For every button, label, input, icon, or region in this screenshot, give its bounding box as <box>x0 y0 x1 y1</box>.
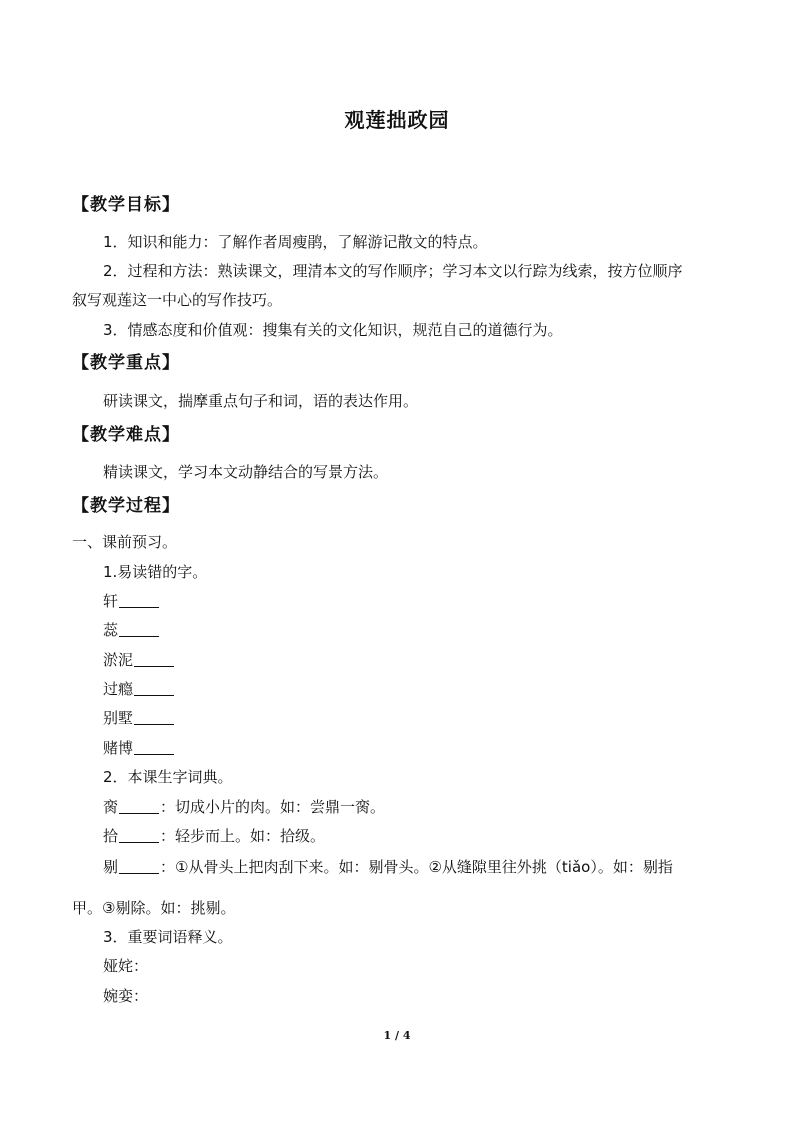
term-item: 婉娈： <box>103 987 149 1005</box>
fill-blank <box>119 827 159 843</box>
focus-heading: 【教学重点】 <box>72 353 180 373</box>
difficulty-text: 精读课文，学习本文动静结合的写景方法。 <box>103 463 389 481</box>
page-number: 1 / 4 <box>383 1029 411 1042</box>
goal-line: 1．知识和能力：了解作者周瘦鹃，了解游记散文的特点。 <box>103 233 488 251</box>
process-part-title: 一、课前预习。 <box>72 533 178 551</box>
fill-blank <box>119 621 159 637</box>
process-heading: 【教学过程】 <box>72 496 180 516</box>
word-text: 过瘾 <box>103 680 134 698</box>
fill-blank <box>119 858 159 874</box>
difficulty-heading: 【教学难点】 <box>72 425 180 445</box>
word-text: 淤泥 <box>103 651 134 669</box>
dict-char: 拾 <box>103 827 119 845</box>
focus-text: 研读课文，揣摩重点句子和词，语的表达作用。 <box>103 392 419 410</box>
word-item <box>103 707 175 728</box>
fill-blank <box>119 798 159 814</box>
dict-entry <box>103 856 673 877</box>
word-item <box>103 590 160 611</box>
dict-char: 剔 <box>103 858 119 876</box>
process-item-title: 2．本课生字词典。 <box>103 768 233 786</box>
goal-line: 2．过程和方法：熟读课文，理清本文的写作顺序；学习本文以行踪为线索，按方位顺序 <box>103 262 683 280</box>
fill-blank <box>134 680 174 696</box>
word-item <box>103 649 175 670</box>
fill-blank <box>134 651 174 667</box>
goal-line: 叙写观莲这一中心的写作技巧。 <box>72 291 283 309</box>
dict-definition: ：切成小片的肉。如：尝鼎一脔。 <box>160 798 386 816</box>
term-item: 娅姹： <box>103 957 149 975</box>
word-item <box>103 678 175 699</box>
goals-heading: 【教学目标】 <box>72 195 180 215</box>
word-text: 蕊 <box>103 621 119 639</box>
dict-definition: ：轻步而上。如：拾级。 <box>160 827 326 845</box>
dict-char: 脔 <box>103 798 119 816</box>
process-item-title: 1.易读错的字。 <box>103 563 208 581</box>
word-text: 别墅 <box>103 709 134 727</box>
word-text: 赌博 <box>103 739 134 757</box>
goal-line: 3．情感态度和价值观：搜集有关的文化知识，规范自己的道德行为。 <box>103 321 563 339</box>
word-text: 轩 <box>103 592 119 610</box>
process-item-title: 3．重要词语释义。 <box>103 928 233 946</box>
dict-entry <box>103 825 325 846</box>
word-item <box>103 737 175 758</box>
fill-blank <box>119 592 159 608</box>
dict-entry-continued: 甲。③剔除。如：挑剔。 <box>72 899 236 917</box>
page-title: 观莲拙政园 <box>344 108 450 132</box>
fill-blank <box>134 739 174 755</box>
dict-entry <box>103 796 385 817</box>
dict-definition: ：①从骨头上把肉刮下来。如：剔骨头。②从缝隙里往外挑（tiǎo）。如：剔指 <box>160 858 673 876</box>
fill-blank <box>134 709 174 725</box>
word-item <box>103 619 160 640</box>
